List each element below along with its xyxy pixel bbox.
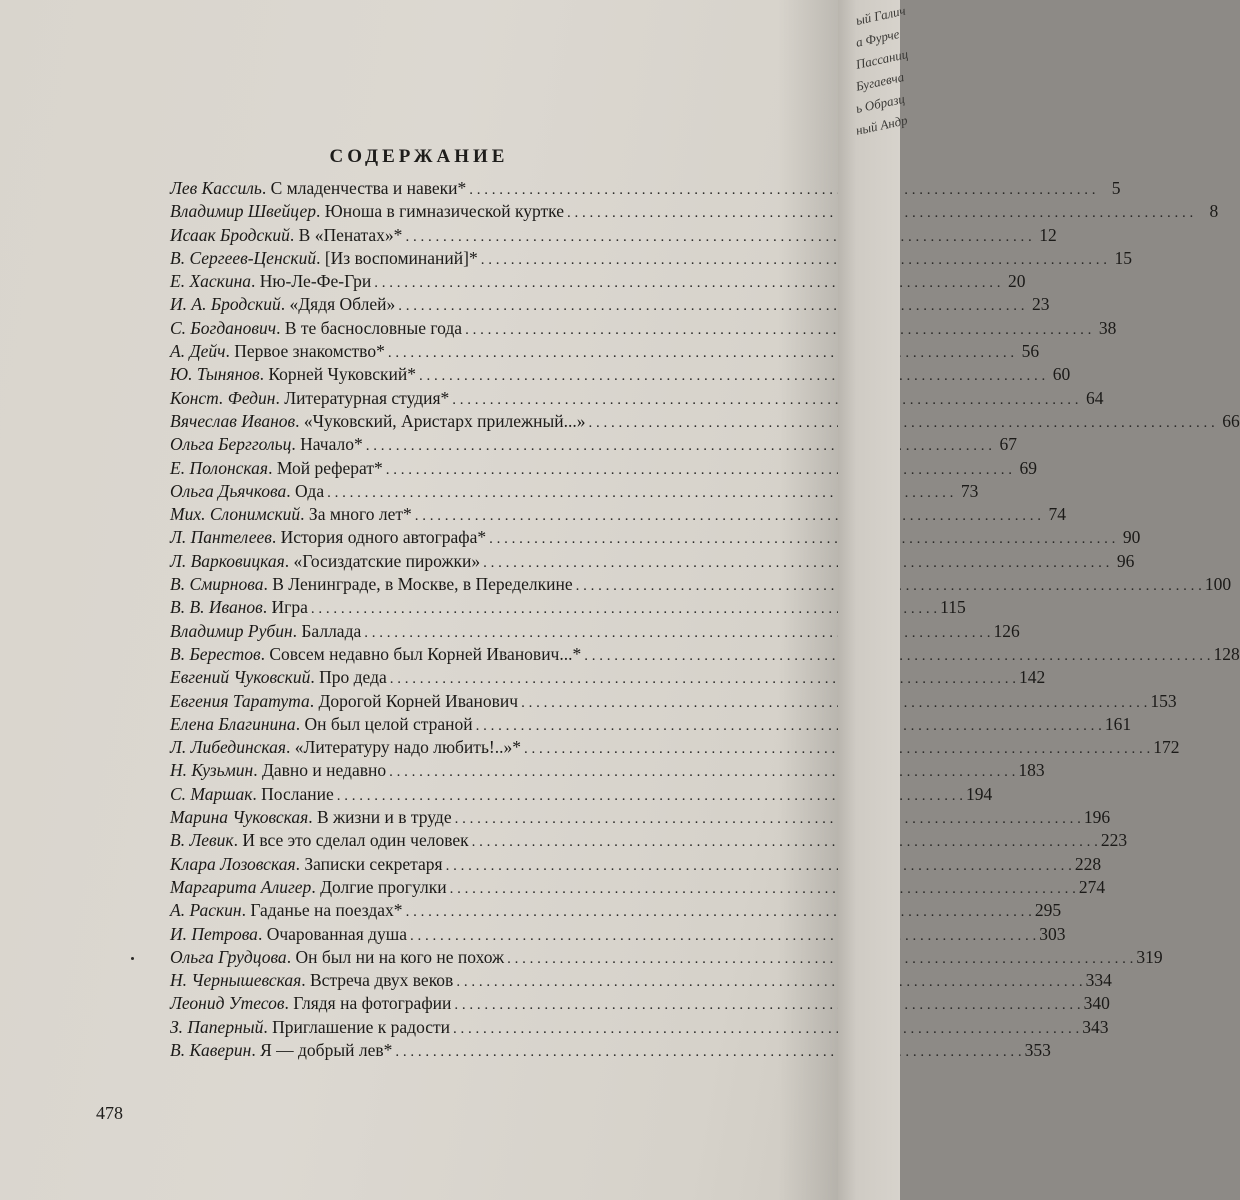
toc-entry-page: 66 [1222,410,1240,431]
toc-entry-author: Евгения Таратута [170,690,310,711]
dot-leader [456,974,1082,991]
toc-entry-title: «Дядя Облей» [289,294,396,315]
toc-entry-separator: . [291,434,301,455]
toc-entry-author: В. Каверин [170,1039,252,1060]
toc-entry-author: И. Петрова [170,923,258,944]
toc-entry-title: В те баснословные года [284,317,463,338]
toc-entry-author: В. Левик [170,830,234,851]
toc-entry-page: 115 [940,597,966,618]
toc-entry-separator: . [295,410,304,431]
toc-entry-author: В. В. Иванов [170,597,263,618]
toc-entry-separator: . [276,317,285,338]
dot-leader [398,298,1024,315]
toc-entry-title: И все это сделал один человек [242,830,469,851]
toc-entry-author: И. А. Бродский [170,294,281,315]
toc-entry-page: 5 [1111,178,1121,198]
toc-entry-separator: . [309,690,319,711]
toc-entry [170,387,1104,411]
toc-entry [170,271,1026,294]
toc-entry-separator: . [241,900,251,921]
toc-entry-page: 64 [1086,387,1104,408]
toc-entry-title: История одного автографа* [280,527,487,548]
toc-entry-author: Лев Кассиль [170,178,262,198]
dot-leader [589,415,1215,432]
toc-entry-page: 223 [1100,830,1128,851]
toc-entry [170,737,1180,760]
toc-entry-author: Мих. Слонимский [170,504,301,525]
toc-entry-title: «Литературу надо любить!..»* [294,737,521,758]
toc-entry-title: Первое знакомство* [234,341,385,362]
toc-entry-title: «Чуковский, Аристарх прилежный...» [303,410,586,431]
dot-leader [454,997,1080,1014]
toc-entry-separator: . [286,737,295,758]
toc-entry-author: Ольга Дьячкова [170,480,287,501]
toc-entry-page: 74 [1048,504,1067,525]
toc-entry-title: Гаданье на поездах* [250,900,403,921]
toc-entry-title: В Ленинграде, в Москве, в Переделкине [272,574,573,595]
toc-entry-separator: . [292,620,302,641]
toc-entry-title: В «Пенатах»* [298,224,403,245]
dot-leader [472,834,1098,851]
toc-entry-author: Конст. Федин [170,387,276,408]
dot-leader [453,1021,1079,1038]
toc-entry-separator: . [271,527,281,548]
toc-entry [170,457,1037,481]
toc-entry-author: Евгений Чуковский [170,667,311,688]
toc-entry-title: Записки секретаря [304,853,443,874]
toc-entry-author: В. Сергеев-Ценский [170,247,317,268]
toc-entry [170,900,1062,923]
toc-entry-title: Он был ни на кого не похож [295,946,505,967]
toc-entry-page: 228 [1074,853,1102,874]
toc-entry-author: Ольга Грудцова [170,946,287,967]
toc-entry [170,550,1135,574]
toc-entry-separator: . [300,504,309,525]
toc-entry-page: 340 [1083,993,1110,1014]
toc-entry-author: В. Смирнова [170,574,264,595]
dot-leader [386,462,1012,479]
toc-entry-title: Послание [261,783,334,804]
toc-entry-page: 20 [1007,271,1026,292]
toc-entry-separator: . [308,807,317,828]
toc-entry-separator: . [295,853,305,874]
toc-entry [170,970,1112,993]
dot-leader [374,275,1000,292]
toc-entry-page: 38 [1098,317,1117,338]
toc-entry-page: 90 [1122,527,1141,548]
dot-leader [388,345,1014,362]
ink-speck [131,957,134,960]
toc-entry [170,574,1232,597]
toc-entry [170,341,1040,364]
toc-entry-author: Ольга Берггольц [170,434,292,455]
toc-entry [170,317,1117,341]
toc-entry-author: Владимир Рубин [170,620,293,641]
toc-entry-page: 126 [993,620,1020,641]
toc-entry [170,620,1020,644]
toc-entry-page: 100 [1204,574,1232,595]
toc-entry-separator: . [262,597,272,618]
toc-entry-author: Л. Либединская [170,737,287,758]
toc-entry-author: Марина Чуковская [170,807,309,828]
toc-entry-title: Про деда [319,667,387,688]
toc-entry-separator: . [251,1039,261,1060]
toc-entry-separator: . [284,993,294,1014]
toc-entry-title: Совсем недавно был Корней Иванович...* [269,643,582,664]
toc-entry-page: 69 [1019,457,1037,478]
toc-entry [170,201,1219,224]
toc-entry-page: 353 [1024,1039,1051,1060]
dot-leader [406,904,1032,921]
page-number: 478 [96,1103,123,1123]
adjacent-page-fragment: ный Андр [854,112,909,138]
toc-entry-separator: . [257,923,267,944]
toc-entry-separator: . [289,224,299,245]
toc-entry [170,247,1132,271]
toc-entry [170,643,1240,667]
toc-entry-separator: . [251,271,260,292]
page-title: СОДЕРЖАНИЕ [329,146,509,167]
dot-leader [410,928,1036,945]
dot-leader [419,368,1045,385]
toc-entry-title: Начало* [300,434,363,455]
toc-entry-title: Он был целой страной [304,713,473,734]
toc-entry-author: Клара Лозовская [170,853,296,874]
toc-entry-author: А. Дейч [170,341,226,362]
adjacent-page-fragment: а Фурче [854,26,901,50]
toc-entry [170,434,1018,457]
dot-leader [390,671,1016,688]
toc-entry-separator: . [260,643,270,664]
dot-leader [465,322,1091,339]
toc-entry [170,713,1132,737]
toc-entry-author: Елена Благинина [170,713,296,734]
dot-leader [389,764,1015,781]
toc-entry-page: 96 [1116,550,1135,571]
toc-entry-author: Маргарита Алигер [170,876,312,897]
toc-entry-title: Литературная студия* [284,387,450,408]
toc-entry-page: 172 [1153,737,1180,758]
toc-entry-page: 161 [1104,713,1132,734]
toc-entry-author: Н. Кузьмин [170,760,254,781]
toc-entry [170,410,1240,434]
toc-entry [170,504,1067,527]
toc-entry-author: Вячеслав Иванов [170,410,296,431]
adjacent-page-fragment: Бугаевча [854,68,906,94]
dot-leader [455,811,1081,828]
toc-entry-author: Е. Полонская [170,457,269,478]
toc-entry-page: 153 [1150,690,1177,711]
toc-entry-page: 183 [1018,760,1045,781]
toc-entry-author: Е. Хаскина [170,271,252,292]
dot-leader [446,858,1072,875]
toc-entry [170,690,1177,714]
toc-entry-title: «Госиздатские пирожки» [293,550,481,571]
toc-entry [170,993,1110,1016]
toc-entry-title: Встреча двух веков [310,970,454,991]
toc-entry [170,760,1045,783]
toc-entry-separator: . [259,364,269,385]
toc-entry [170,224,1057,248]
dot-leader [481,252,1107,269]
toc-entry-separator: . [280,294,290,315]
toc-entry-title: Юноша в гимназической куртке [324,201,565,222]
toc-entry-author: Л. Варковицкая [170,550,285,571]
toc-entry-author: С. Маршак [170,783,253,804]
toc-entry-separator: . [225,341,235,362]
toc-entry-title: [Из воспоминаний]* [324,247,478,268]
dot-leader [405,229,1031,246]
toc-entry [170,783,993,807]
toc-entry-author: В. Берестов [170,643,261,664]
toc-entry-title: Баллада [301,620,362,641]
adjacent-page-fragment: ый Галич [854,2,907,28]
toc-entry-page: 128 [1213,643,1240,664]
toc-entry-title: Долгие прогулки [320,876,447,897]
toc-entry-page: 319 [1136,946,1163,967]
toc-entry-page: 12 [1039,224,1057,245]
dot-leader [483,555,1109,572]
dot-leader [450,881,1076,898]
toc-entry-title: Игра [271,597,308,618]
toc-entry-page: 274 [1078,876,1106,897]
toc-entry [170,923,1066,947]
toc-entry-separator: . [263,1016,273,1037]
dot-leader [507,951,1133,968]
adjacent-page-fragment: ь Образц [854,90,907,116]
toc-entry-title: Ню-Ле-Фе-Гри [259,271,372,292]
toc-entry-page: 23 [1032,294,1050,315]
toc-entry [170,364,1071,387]
toc-entry [170,667,1046,690]
toc-entry-separator: . [252,783,262,804]
toc-entry-title: Я — добрый лев* [260,1039,393,1060]
toc-entry-title: Давно и недавно [261,760,387,781]
toc-entry-separator: . [301,970,310,991]
toc-entry-separator: . [253,760,262,781]
dot-leader [452,392,1078,409]
dot-leader [521,695,1147,712]
toc-entry-title: Ода [295,480,325,501]
toc-entry-separator: . [311,876,321,897]
adjacent-page-edge [838,0,910,1200]
toc-entry-page: 194 [966,783,993,804]
dot-leader [469,182,1095,199]
toc-entry-separator: . [268,457,277,478]
toc-entry-separator: . [261,178,271,198]
toc-entry-separator: . [263,574,273,595]
adjacent-page-fragment: Пассаниц [854,46,910,72]
toc-entry-author: Ю. Тынянов [170,364,260,385]
toc-entry [170,480,979,504]
toc-entry-title: Глядя на фотографии [293,993,452,1014]
toc-entry-title: За много лет* [308,504,412,525]
toc-entry-page: 142 [1018,667,1046,688]
toc-entry-separator: . [233,830,243,851]
toc-entry-page: 295 [1034,900,1062,921]
toc-entry-separator: . [310,667,320,688]
toc-entry [170,178,1121,201]
toc-entry-page: 73 [960,480,979,501]
toc-entry-title: Дорогой Корней Иванович [318,690,519,711]
toc-entry [170,876,1106,900]
toc-entry-separator: . [275,387,285,408]
toc-entry-page: 15 [1114,247,1132,268]
toc-entry-page: 334 [1085,970,1112,991]
toc-entry-author: Исаак Бродский [170,224,290,245]
toc-entry-title: Приглашение к радости [272,1016,451,1037]
toc-entry-title: Мой реферат* [276,457,383,478]
toc-entry-page: 8 [1209,201,1219,222]
toc-entry-author: З. Паперный [170,1016,264,1037]
toc-entry-separator: . [286,946,296,967]
adjacent-page-text [854,0,910,142]
toc-entry-separator: . [286,480,296,501]
toc-entry-page: 343 [1082,1016,1109,1037]
dot-leader [395,1044,1021,1061]
toc-entry [170,946,1163,970]
toc-entry [170,1016,1109,1040]
toc-entry-title: С младенчества и навеки* [270,178,467,198]
toc-entry-author: Леонид Утесов [170,993,285,1014]
toc-entry-author: Л. Пантелеев [170,527,272,548]
toc-entry [170,830,1128,853]
toc-entry-separator: . [316,247,325,268]
toc-entry [170,597,966,620]
toc-entry-author: Н. Чернышевская [170,970,302,991]
toc-entry-title: Очарованная душа [266,923,408,944]
toc-entry-separator: . [284,550,294,571]
toc-entry-page: 60 [1052,364,1071,385]
toc-entry-author: Владимир Швейцер [170,201,316,222]
dot-leader [489,531,1115,548]
toc-entry-title: Корней Чуковский* [268,364,416,385]
toc-entry-author: А. Раскин [170,900,242,921]
toc-entry-title: В жизни и в труде [317,807,452,828]
toc-entry-page: 67 [999,434,1018,455]
toc-entry [170,1039,1051,1063]
toc-entry-page: 56 [1021,341,1040,362]
toc-entry [170,853,1102,877]
dot-leader [415,508,1041,525]
toc-entry-separator: . [316,201,325,222]
toc-entry [170,527,1141,550]
table-of-contents [170,178,1240,1063]
toc-entry-page: 303 [1039,923,1066,944]
dot-leader [476,718,1102,735]
toc-entry-separator: . [295,713,305,734]
toc-entry-page: 196 [1083,807,1111,828]
toc-entry-author: С. Богданович [170,317,277,338]
toc-entry [170,807,1111,830]
toc-entry [170,294,1050,317]
